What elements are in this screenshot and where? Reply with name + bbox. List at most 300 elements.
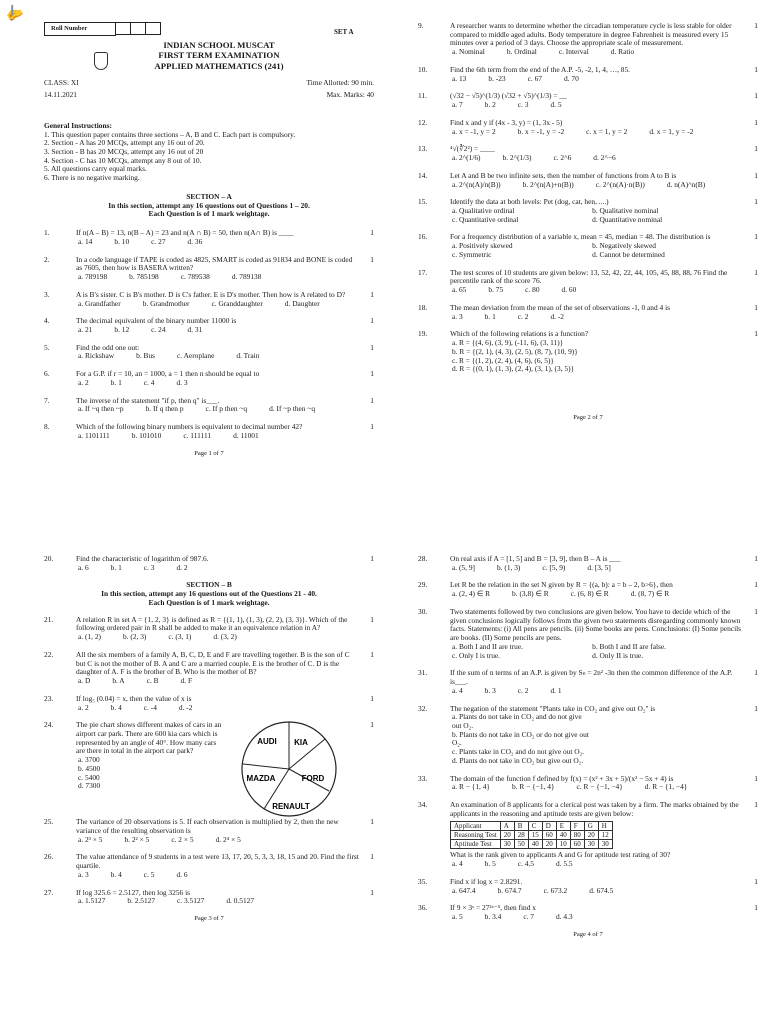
answer-option[interactable]: d. Plants do not take in CO₂ but give out O₂.	[452, 755, 584, 765]
question-number: 10.	[418, 64, 428, 74]
answer-option[interactable]: a. 4	[452, 685, 463, 695]
answer-option[interactable]: a. 5	[452, 912, 463, 922]
answer-option[interactable]: c. Plants take in CO₂ and do not give out O₂.	[452, 747, 585, 757]
answer-options	[450, 339, 744, 374]
question-number: 9.	[418, 21, 424, 30]
question-number: 15.	[418, 197, 428, 207]
answer-option[interactable]: d. R − {1, −4}	[644, 782, 688, 792]
question-text: The value attendance of 9 students in a test were 13, 17, 20, 5, 3, 3, 18, 15 and 20. Find the first quartile.	[76, 852, 359, 871]
question-text: If n(A – B) = 13, n(B – A) = 23 and n(A ∩ B) = 50, then n(A∩ B) is ____	[76, 228, 294, 238]
question-number: 21.	[44, 614, 54, 624]
answer-option[interactable]: a. R = {(4, 6), (3, 9), (-11, 6), (3, 11)}	[452, 338, 564, 348]
answer-option[interactable]: d. 31	[187, 324, 203, 334]
question-mark: 1	[754, 117, 758, 127]
question-mark: 1	[370, 614, 374, 624]
question-text: The mean deviation from the mean of the set of observations -1, 0 and 4 is	[450, 302, 671, 312]
answer-options	[76, 836, 360, 845]
question-text: The pie chart shows different makes of cars in an airport car park. There are 600 kia cars which is represented by an angle of 40°. How many cars are there in total in the airport car park?	[76, 720, 222, 756]
answer-option[interactable]: d. Cannot be determined	[592, 249, 665, 259]
answer-options	[450, 590, 744, 599]
answer-option[interactable]: a. 2³ × 5	[78, 834, 103, 844]
answer-option[interactable]: d. 674.5	[589, 885, 614, 895]
answer-option[interactable]: b. If q then p	[145, 404, 184, 414]
answer-option[interactable]: b. R − {−1, 4}	[511, 782, 555, 792]
answer-option[interactable]: a. 1.5127	[78, 896, 106, 906]
answer-option[interactable]: b. 4	[110, 702, 122, 712]
answer-option[interactable]: a. (1, 2)	[78, 632, 101, 642]
question	[418, 775, 758, 792]
answer-option[interactable]: c. Quantitative ordinal	[452, 214, 519, 224]
answer-option[interactable]: b. 2	[484, 100, 496, 110]
answer-option[interactable]: d. Train	[236, 351, 260, 361]
subject-name: APPLIED MATHEMATICS (241)	[154, 60, 284, 71]
school-name: INDIAN SCHOOL MUSCAT	[163, 39, 275, 50]
answer-options	[76, 379, 360, 388]
question-text: The variance of 20 observations is 5. If each observation is multiplied by 2, then the new variance of the resulting observation is	[76, 817, 339, 836]
pie-label: FORD	[301, 774, 325, 784]
answer-options	[76, 897, 360, 906]
answer-option[interactable]: b. 3	[484, 685, 496, 695]
answer-option[interactable]: d. Only II is true.	[592, 650, 644, 660]
answer-option[interactable]: c. 5400	[78, 772, 100, 782]
answer-option[interactable]: c. R = {(1, 2), (2, 4), (4, 6), (6, 5)}	[452, 355, 554, 365]
answer-option[interactable]: c. 24	[151, 324, 166, 334]
answer-option[interactable]: b. A	[112, 676, 125, 686]
answer-option[interactable]: c. R − {−1, −4}	[576, 782, 623, 792]
question	[418, 904, 758, 921]
question	[418, 801, 758, 869]
answer-option[interactable]: a. 789198	[78, 272, 108, 282]
answer-option[interactable]: b. Grandmother	[142, 298, 190, 308]
question-number: 1.	[44, 228, 50, 238]
question-mark: 1	[370, 852, 374, 862]
answer-option[interactable]: d. (3, 2)	[213, 632, 237, 642]
question-mark: 1	[370, 693, 374, 703]
question-text: If log₅ (0.04) = x, then the value of x is	[76, 693, 192, 703]
question-text: The domain of the function f defined by f(x) = (x² + 3x + 5)/(x² − 5x + 4) is	[450, 773, 674, 783]
answer-options	[450, 286, 744, 295]
question-mark: 1	[370, 228, 374, 238]
question	[44, 720, 374, 812]
answer-options	[450, 154, 744, 163]
answer-option[interactable]: d. 5	[550, 100, 562, 110]
answer-option[interactable]: b. R = {(2, 1), (4, 3), (2, 5), (8, 7), (10, 9)}	[452, 346, 578, 356]
answer-options	[450, 913, 744, 922]
section-a-heading: SECTION – A In this section, attempt any 16 questions out of Questions 1 – 20. Each Question is of 1 mark weightage.	[108, 191, 310, 219]
answer-option[interactable]: b. (3,8) ∈ R	[512, 589, 549, 599]
answer-option[interactable]: d. F	[180, 676, 193, 686]
answer-option[interactable]: a. 2^(1/6)	[452, 153, 481, 163]
question	[44, 370, 374, 387]
page-4	[418, 555, 758, 938]
answer-option[interactable]: c. (3, 1)	[168, 632, 192, 642]
answer-options	[450, 860, 744, 869]
answer-options	[450, 48, 744, 57]
question-mark: 1	[370, 254, 374, 264]
answer-option[interactable]: d. 5.5	[555, 859, 573, 869]
question	[44, 317, 374, 334]
question-number: 20.	[44, 554, 54, 563]
answer-option[interactable]: c. (6, 8) ∈ R	[570, 589, 609, 599]
question	[418, 304, 758, 321]
pie-label: MAZDA	[246, 774, 276, 784]
answer-option[interactable]: a. Positively skewed	[452, 241, 513, 251]
answer-option[interactable]: a. 21	[78, 324, 93, 334]
pie-label: KIA	[294, 738, 308, 748]
answer-options	[76, 352, 360, 361]
answer-option[interactable]: b. (2, 3)	[122, 632, 147, 642]
answer-option[interactable]: a. 65	[452, 285, 467, 295]
time-allotted: Time Allotted: 90 min.	[306, 78, 374, 88]
pie-label: AUDI	[257, 737, 277, 747]
question-mark: 1	[754, 606, 758, 616]
question	[418, 269, 758, 295]
question	[44, 344, 374, 361]
roll-number-label: Roll Number	[44, 22, 116, 36]
answer-option[interactable]: b. Both I and II are false.	[592, 641, 667, 651]
answer-options	[76, 273, 360, 282]
question-text: If the sum of n terms of an A.P. is given by Sₙ = 2n² -3n then the common difference of the A.P. is___.	[450, 668, 733, 687]
question-number: 16.	[418, 232, 428, 242]
answer-option[interactable]: d. Ratio	[610, 47, 635, 57]
answer-option[interactable]: c. Symmetric	[452, 249, 492, 259]
answer-options	[76, 326, 360, 335]
answer-option[interactable]: c. 2	[517, 685, 529, 695]
question-mark: 1	[370, 887, 374, 897]
question-text: For a frequency distribution of a variable x, mean = 45, median = 48. The distribution is	[450, 232, 711, 242]
question-text: Identify the data at both levels: Pet (dog, cat, hen, ....)	[450, 197, 609, 207]
answer-option[interactable]: c. -4	[143, 702, 157, 712]
page-number: Page 2 of 7	[573, 414, 603, 422]
answer-options	[76, 564, 360, 573]
answer-option[interactable]: d. (8, 7) ∈ R	[630, 589, 670, 599]
answer-option[interactable]: b. Plants do not take in CO₂ or do not give out O₂.	[452, 729, 589, 748]
answer-option[interactable]: c. 27	[151, 236, 166, 246]
answer-option[interactable]: c. 3	[517, 100, 529, 110]
question-mark: 1	[370, 422, 374, 432]
max-marks: Max. Marks: 40	[326, 90, 374, 100]
answer-option[interactable]: d. 7300	[78, 781, 101, 791]
answer-options	[450, 713, 744, 765]
question-mark: 1	[754, 21, 758, 30]
answer-option[interactable]: c. 5	[143, 869, 155, 879]
question-mark: 1	[754, 329, 758, 339]
answer-option[interactable]: c. B	[146, 676, 159, 686]
question-text: Find the characteristic of logarithm of 987.6.	[76, 554, 209, 563]
question-mark: 1	[370, 395, 374, 405]
question	[418, 608, 758, 660]
answer-option[interactable]: d. -2	[178, 702, 193, 712]
answer-option[interactable]: d. 6	[176, 869, 188, 879]
question	[418, 878, 758, 895]
answer-option[interactable]: c. 2 × 5	[171, 834, 194, 844]
question-mark: 1	[754, 554, 758, 563]
page-1	[44, 22, 374, 457]
question-number: 13.	[418, 144, 428, 154]
answer-option[interactable]: d. 2^−6	[593, 153, 616, 163]
answer-option[interactable]: c. Granddaughter	[211, 298, 263, 308]
answer-option[interactable]: b. 3.4	[484, 912, 502, 922]
question	[418, 705, 758, 766]
answer-option[interactable]: b. x = -1, y = -2	[517, 126, 565, 136]
answer-option[interactable]: a. 647.4	[452, 885, 476, 895]
school-crest-icon	[94, 52, 108, 70]
question-number: 30.	[418, 606, 428, 616]
question-number: 17.	[418, 267, 428, 277]
answer-option[interactable]: c. x = 1, y = 2	[586, 126, 628, 136]
answer-option[interactable]: a. (2, 4) ∈ R	[452, 589, 491, 599]
answer-option[interactable]: a. Both I and II are true.	[452, 641, 524, 651]
question	[44, 555, 374, 572]
answer-option[interactable]: b. 2^(1/3)	[502, 153, 532, 163]
question-text: If 9 × 3ˣ = 27²ˣ⁻⁵, then find x	[450, 903, 536, 913]
question-text: The test scores of 10 students are given below: 13, 52, 42, 22, 44, 105, 45, 88, 88, 76 Find the percentile rank of the score 76.	[450, 267, 728, 286]
question-mark: 1	[754, 580, 758, 590]
question-text: Let R be the relation in the set N given by R = {(a, b): a = b – 2, b>6}, then	[450, 580, 673, 590]
answer-option[interactable]: c. 673.2	[543, 885, 568, 895]
question	[418, 66, 758, 83]
question-number: 34.	[418, 800, 428, 810]
answer-option[interactable]: b. 4	[110, 869, 122, 879]
answer-option[interactable]: c. 7	[523, 912, 534, 922]
answer-option[interactable]: a. Rickshaw	[78, 351, 115, 361]
question-number: 26.	[44, 852, 54, 862]
answer-option[interactable]: a. Grandfather	[78, 298, 121, 308]
question-text: A relation R in set A = {1, 2, 3} is defined as R = {(1, 1), (1, 3), (2, 2), (3, 3)}. Which of the following ordered pair in R shall be added to make it an equivalence relation in A?	[76, 614, 348, 633]
answer-option[interactable]: a. 2	[78, 377, 89, 387]
answer-option[interactable]: d. 3	[176, 377, 188, 387]
page-number: Page 1 of 7	[194, 449, 224, 457]
answer-options	[450, 101, 744, 110]
answer-option[interactable]: a. 1101111	[78, 430, 110, 440]
answer-option[interactable]: a. 4	[452, 859, 463, 869]
answer-option[interactable]: b. 1	[110, 377, 122, 387]
question-number: 2.	[44, 254, 50, 264]
answer-option[interactable]: d. Daughter	[284, 298, 320, 308]
question-number: 6.	[44, 369, 50, 379]
answer-option[interactable]: b. 674.7	[497, 885, 522, 895]
question-mark: 1	[754, 144, 758, 154]
answer-option[interactable]: c. If p then ~q	[205, 404, 248, 414]
answer-option[interactable]: a. (5, 9]	[452, 562, 475, 572]
answer-option[interactable]: a. Plants do not take in CO₂ and do not give out O₂.	[452, 712, 582, 731]
page-number: Page 4 of 7	[573, 930, 603, 938]
answer-option[interactable]: b. (1, 3)	[496, 562, 521, 572]
aptitude-table: Applicant A B C D E F G H Reasoning Test 20 28 15 60 40 80 20 12 Aptitude Test 30 50 40 20 10 60 30 30	[450, 821, 613, 850]
answer-option[interactable]: b. 5	[484, 859, 496, 869]
answer-option[interactable]: d. n(A)^n(B)	[666, 179, 706, 189]
question	[418, 233, 758, 259]
answer-options	[450, 128, 744, 137]
question-number: 5.	[44, 342, 50, 352]
question-number: 24.	[44, 720, 54, 730]
answer-option[interactable]: d. 70	[564, 73, 579, 83]
answer-option[interactable]: d. 2	[176, 562, 188, 572]
question-text: Find x and y if (4x - 3, y) = (1, 3x - 5)	[450, 117, 563, 127]
answer-option[interactable]: a. x = -1, y = 2	[452, 126, 496, 136]
answer-option[interactable]: c. 80	[525, 285, 540, 295]
answer-option[interactable]: b. 10	[114, 236, 130, 246]
question	[418, 92, 758, 109]
answer-option[interactable]: c. 2	[517, 311, 529, 321]
question-text: (√32 − √5)^(1/3) (√32 + √5)^(1/3) = __	[450, 91, 567, 101]
question-number: 18.	[418, 302, 428, 312]
answer-option[interactable]: c. 2^(n(A)·n(B))	[595, 179, 645, 189]
answer-option[interactable]: c. 4.5	[517, 859, 534, 869]
question	[44, 291, 374, 308]
exam-date: 14.11.2021	[44, 90, 77, 100]
answer-options	[76, 871, 360, 880]
class-label: CLASS: XI	[44, 78, 79, 88]
answer-option[interactable]: d. 60	[561, 285, 577, 295]
answer-options	[76, 704, 360, 713]
answer-option[interactable]: b. 75	[488, 285, 504, 295]
answer-option[interactable]: c. 111111	[183, 430, 212, 440]
pie-label: RENAULT	[272, 802, 310, 812]
question-text: An examination of 8 applicants for a clerical post was taken by a firm. The marks obtained by the applicants in the reasoning and aptitude tests are given below:	[450, 800, 739, 818]
answer-option[interactable]: b. Qualitative nominal	[592, 206, 659, 216]
question	[418, 330, 758, 374]
answer-option[interactable]: b. 1	[484, 311, 496, 321]
answer-option[interactable]: d. 11001	[233, 430, 259, 440]
question-text: If log 325.6 = 2.5127, then log 3256 is	[76, 887, 190, 897]
answer-option[interactable]: a. 7	[452, 100, 463, 110]
answer-option[interactable]: b. 785198	[129, 272, 159, 282]
answer-option[interactable]: d. Quantitative nominal	[592, 214, 663, 224]
question-text: Which of the following relations is a function?	[450, 329, 589, 339]
roll-number-box	[44, 22, 374, 36]
answer-option[interactable]: c. 67	[527, 73, 542, 83]
answer-option[interactable]: d. [3, 5]	[587, 562, 611, 572]
answer-option[interactable]: b. 4500	[78, 763, 101, 773]
answer-option[interactable]: c. Aeroplane	[177, 351, 215, 361]
answer-option[interactable]: a. Qualitative ordinal	[452, 206, 515, 216]
answer-option[interactable]: d. 2⁴ × 5	[215, 834, 241, 844]
answer-option[interactable]: b. 101010	[131, 430, 162, 440]
answer-option[interactable]: b. 12	[114, 324, 130, 334]
answer-options	[76, 405, 360, 414]
answer-option[interactable]: c. 789538	[180, 272, 210, 282]
answer-option[interactable]: b. 2² × 5	[124, 834, 150, 844]
answer-options	[450, 207, 744, 224]
question-mark: 1	[370, 649, 374, 659]
question-mark: 1	[754, 903, 758, 913]
question-number: 3.	[44, 289, 50, 299]
answer-option[interactable]: a. 2^(n(A)/n(B))	[452, 179, 501, 189]
answer-options	[450, 242, 744, 259]
question-mark: 1	[754, 800, 758, 810]
answer-options	[76, 432, 360, 441]
answer-option[interactable]: b. Bus	[136, 351, 156, 361]
question-number: 29.	[418, 580, 428, 590]
question-text: A researcher wants to determine whether the circadian temperature cycle is less stable for older compared to middle aged adults. Body temperature in degree Fahrenheit is measured every 15 minutes over a period of 3 days. Choose the appropriate scale of measurement.	[450, 21, 732, 48]
answer-option[interactable]: a. Nominal	[452, 47, 485, 57]
question-text: Let A and B be two infinite sets, then the number of functions from A to B is	[450, 170, 677, 180]
answer-option[interactable]: d. R = {(0, 1), (1, 3), (2, 4), (3, 1), (3, 5)}	[452, 364, 575, 374]
question-mark: 1	[754, 267, 758, 277]
answer-option[interactable]: b. 1	[110, 562, 122, 572]
answer-option[interactable]: d. If ~p then ~q	[269, 404, 316, 414]
answer-option[interactable]: c. 2^6	[553, 153, 572, 163]
question-number: 32.	[418, 703, 428, 713]
question	[44, 695, 374, 712]
answer-option[interactable]: c. Interval	[558, 47, 589, 57]
answer-option[interactable]: d. 1	[550, 685, 562, 695]
question	[418, 581, 758, 598]
answer-option[interactable]: b. Ordinal	[506, 47, 537, 57]
question-number: 28.	[418, 554, 428, 563]
answer-option[interactable]: b. 2.5127	[127, 896, 156, 906]
answer-option[interactable]: d. x = 1, y = -2	[649, 126, 694, 136]
question	[418, 555, 758, 572]
answer-option[interactable]: d. 789138	[231, 272, 262, 282]
answer-option[interactable]: a. 14	[78, 236, 93, 246]
answer-option[interactable]: a. 3	[452, 311, 463, 321]
question	[44, 889, 374, 906]
answer-option[interactable]: b. 2^(n(A)+n(B))	[522, 179, 574, 189]
question	[44, 651, 374, 686]
question	[44, 423, 374, 440]
question-mark: 1	[370, 342, 374, 352]
question-mark: 1	[370, 369, 374, 379]
answer-option[interactable]: c. 4	[143, 377, 155, 387]
answer-option[interactable]: d. 4.3	[555, 912, 573, 922]
answer-option[interactable]: a. If ~q then ~p	[78, 404, 124, 414]
answer-option[interactable]: a. D	[78, 676, 91, 686]
answer-options	[450, 643, 744, 660]
answer-option[interactable]: a. 13	[452, 73, 467, 83]
question-mark: 1	[370, 316, 374, 326]
answer-options	[450, 75, 744, 84]
answer-option[interactable]: d. 0.5127	[226, 896, 255, 906]
question-text: For a G.P. if r = 10, an = 1000, a = 1 then n should be equal to	[76, 369, 260, 379]
question-number: 36.	[418, 903, 428, 913]
answer-option[interactable]: c. 3	[143, 562, 155, 572]
question-text: A is B's sister. C is B's mother. D is C's father. E is D's mother. Then how is A related to D?	[76, 289, 346, 299]
question	[44, 616, 374, 642]
answer-option[interactable]: a. 3	[78, 869, 89, 879]
question-number: 22.	[44, 649, 54, 659]
page-3	[44, 555, 374, 923]
answer-option[interactable]: b. Negatively skewed	[592, 241, 656, 251]
answer-option[interactable]: a. 6	[78, 562, 89, 572]
answer-option[interactable]: d. 36	[187, 236, 203, 246]
question-text: The negation of the statement "Plants take in CO₂ and give out O₂" is	[450, 703, 656, 713]
answer-option[interactable]: c. [5, 9)	[542, 562, 566, 572]
question-text: On real axis if A = [1, 5] and B = [3, 9], then B – A is ___	[450, 554, 621, 563]
answer-option[interactable]: a. 2	[78, 702, 89, 712]
page-2	[418, 22, 758, 422]
question-mark: 1	[754, 876, 758, 886]
question	[44, 229, 374, 246]
answer-option[interactable]: b. -23	[488, 73, 506, 83]
answer-options	[76, 677, 360, 686]
question-mark: 1	[754, 302, 758, 312]
question	[44, 853, 374, 879]
answer-options	[76, 633, 360, 642]
question-number: 12.	[418, 117, 428, 127]
answer-options	[450, 687, 744, 696]
answer-option[interactable]: c. Only I is true.	[452, 650, 501, 660]
question-mark: 1	[754, 703, 758, 713]
section-b-heading: SECTION – B In this section, attempt any 16 questions out of the Questions 21 - 40. Each Question is of 1 mark weightage.	[101, 580, 317, 607]
answer-option[interactable]: d. -2	[550, 311, 564, 321]
answer-option[interactable]: a. 3700	[78, 755, 100, 765]
answer-option[interactable]: c. 3.5127	[177, 896, 205, 906]
answer-option[interactable]: a. R − {1, 4}	[452, 782, 490, 792]
question-text: Two statements followed by two conclusions are given below. You have to decide which of the given conclusions logically follows from the given two statements disregarding commonly known facts. Statements: (i) All pens are pencils. (ii) Some books are pens. Conclusions: (I) Some pencils are books. (II) Some pencils are pens.	[450, 606, 742, 643]
answer-options	[450, 313, 744, 322]
